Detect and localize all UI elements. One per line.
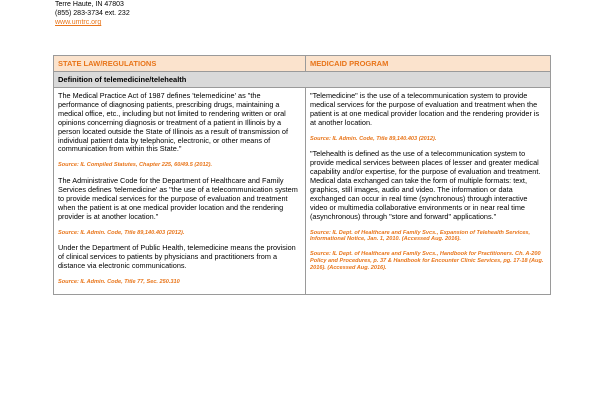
paragraph: The Medical Practice Act of 1987 defines 'telemedicine' as "the performance of diagnosing patients, prescribing drugs, maintaining a medical office, etc., including but not limited to rendering written or oral opinions concerning diagnosis or treatment of a patient in Illinois by a person located outside the State of Illinois as a result of transmission of individual patient data by telephonic, electronic, or other means of communication from within this State."	[58, 91, 288, 154]
source-citation: Source: IL Compiled Statutes, Chapter 225, 60/49.5 (2012).	[58, 162, 213, 169]
source-citation: Source: IL Admin. Code, Title 89,140.403 (2012).	[310, 135, 437, 142]
paragraph: "Telehealth is defined as the use of a telecommunication system to provide medical services between places of lesser and greater medical capability and/or expertise, for the purpose of evaluation and treatment. Medical data exchanged can take the form of multiple formats: text, graphics, still images, audio and video. The information or data exchanged can occur in real time (synchronous) through interactive video or multimedia collaborative environments or in near real time (asynchronous) through "store and forward" applications."	[310, 149, 541, 221]
phone-line: (855) 283-3734 ext. 232	[55, 10, 130, 17]
section-title: Definition of telemedicine/telehealth	[54, 72, 551, 88]
source-citation: Source: IL Dept. of Healthcare and Family Svcs., Handbook for Practitioners. Ch. A-200 Policy and Procedures, p. 37 & Handbook for Encounter Clinic Services, pg. 17-18 (Aug. 2016). (Accessed Aug. 2016).	[310, 251, 544, 271]
source-citation: Source: IL Admin. Code, Title 89,140.403 (2012).	[58, 229, 185, 236]
website-link[interactable]: www.umtrc.org	[55, 19, 102, 26]
contact-block	[55, 0, 130, 27]
telehealth-policy-table	[53, 55, 551, 295]
source-citation: Source: IL Admin. Code, Title 77, Sec. 250.310	[58, 279, 180, 286]
source-citation: Source: IL Dept. of Healthcare and Family Svcs., Expansion of Telehealth Services, Informational Notice, Jan. 1, 2010. (Accessed Aug. 2016).	[310, 229, 531, 243]
table-header-row	[54, 56, 551, 72]
address-line: Terre Haute, IN 47803	[55, 1, 124, 8]
paragraph: "Telemedicine" is the use of a telecommunication system to provide medical services for the purpose of evaluation and treatment when the patient is at one medical provider location and the rendering provider is at another location.	[310, 91, 540, 127]
state-law-column-header: STATE LAW/REGULATIONS	[54, 56, 306, 72]
state-law-cell	[54, 88, 306, 295]
medicaid-column-header: MEDICAID PROGRAM	[306, 56, 551, 72]
medicaid-cell	[306, 88, 551, 295]
paragraph: Under the Department of Public Health, telemedicine means the provision of clinical services to patients by physicians and practitioners from a distance via electronic communications.	[58, 243, 296, 271]
section-row	[54, 72, 551, 88]
content-row	[54, 88, 551, 295]
paragraph: The Administrative Code for the Department of Healthcare and Family Services defines 'telemedicine' as "the use of a telecommunication system to provide medical services for the purpose of evaluation and treatment when the patient is at one medical provider location and the rendering provider is at another location."	[58, 176, 298, 221]
